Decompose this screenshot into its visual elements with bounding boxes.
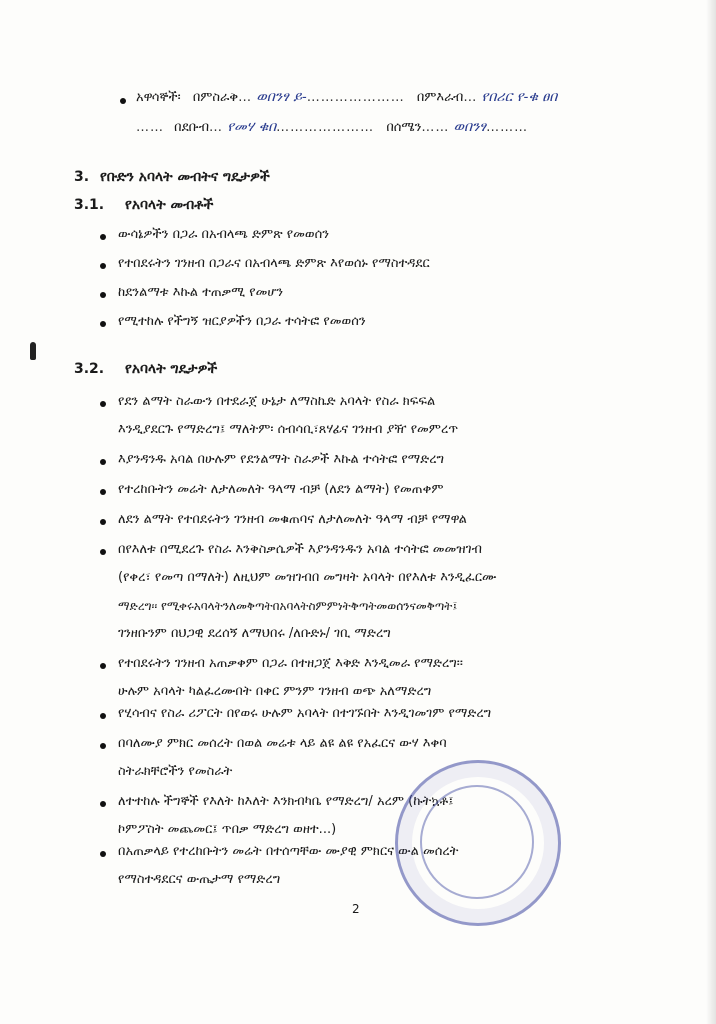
- page-number: 2: [352, 902, 360, 916]
- page-edge-shadow: [706, 0, 716, 1024]
- east-label: በምስራቅ: [192, 90, 239, 105]
- bullet-icon: [100, 401, 106, 407]
- list-item-line: ለደን ልማት የተበደሩትን ገንዘብ መቁጠባና ለታለመለት ዓላማ ብቻ የማዋል: [118, 512, 467, 527]
- bullet-icon: [100, 519, 106, 525]
- list-item: ከደንልማቱ እኩል ተጠቃሚ የመሆን: [118, 285, 284, 300]
- north-value: ወበንፃ: [453, 119, 487, 135]
- bullet-icon: [100, 801, 106, 807]
- list-item-line: እያንዳንዱ አባል በሁሉም የደንልማት ስራዎች እኩል ተሳትፎ የማድረግ: [118, 452, 445, 467]
- boundary-line-1: አዋሳኞች፡ በምስራቅ… ወበንፃ ይ-………………… በምእራብ… የበሪር የ-ቁ ፀበ: [136, 89, 558, 105]
- east-value: ወበንፃ ይ-: [256, 89, 307, 105]
- list-item: የሚተከሉ የችግኝ ዝርያዎችን በጋራ ተሳትፎ የመወሰን: [118, 314, 366, 329]
- list-item-line: በየእለቱ በሚደረጉ የስራ እንቅስቃሴዎች እያንዳንዱን አባል ተሳትፎ መመዝገብ: [118, 542, 482, 557]
- list-item-line: የማስተዳደርና ውጤታማ የማድረግ: [118, 872, 281, 887]
- bullet-icon: [100, 263, 106, 269]
- south-value: የመሃ ቁበ: [227, 119, 277, 135]
- list-item-line: የሂሳብና የስራ ሪፖርት በየወሩ ሁሉም አባላት በተገኙበት እንዲገመገም የማድረግ: [118, 706, 492, 721]
- section-3-2-heading: [74, 360, 217, 378]
- bullet-icon: [100, 489, 106, 495]
- bullet-icon: [120, 98, 126, 104]
- list-item-line: ማድረግ፡፡ የሚቀሩአባላትንለመቅጣትበአባላትስምምነትቅጣትመወሰንናመቅጣት፤: [118, 599, 458, 613]
- list-item: ውሳኔዎችን በጋራ በአብላጫ ድምጽ የመወሰን: [118, 227, 330, 242]
- list-item-line: በባለሙያ ምክር መሰረት በወል መሬቱ ላይ ልዩ ልዩ የአፈርና ውሃ እቀባ: [118, 736, 447, 751]
- section-title: የአባላት መብቶች: [125, 197, 214, 213]
- list-item-line: የተበደሩትን ገንዘብ አጠቃቀም በጋራ በተዘጋጀ እቅድ እንዲመራ የማድረግ፡፡: [118, 656, 463, 671]
- bullet-icon: [100, 713, 106, 719]
- bullet-icon: [100, 234, 106, 240]
- section-title: የቡድን አባላት መብትና ግዴታዎች: [99, 169, 270, 185]
- section-title: የአባላት ግዴታዎች: [125, 361, 218, 377]
- bullet-icon: [100, 851, 106, 857]
- list-item-line: ኮምፖስት መጨመር፤ ጥበቃ ማድረግ ወዘተ...): [118, 822, 337, 837]
- bullet-icon: [100, 292, 106, 298]
- list-item-line: የደን ልማት ስራውን በተደራጀ ሁኔታ ለማስኬድ አባላት የስራ ክፍፍል: [118, 394, 436, 409]
- section-number: 3.: [74, 169, 90, 185]
- list-item-line: እንዲያደርጉ የማድረግ፤ ማለትም፡ ሰብሳቢ፣ጸሃፊና ገንዘብ ያዥ የመምረጥ: [118, 422, 459, 437]
- west-value: የበሪር የ-ቁ ፀበ: [481, 89, 558, 105]
- list-item-line: ስትራክቸሮችን የመስራት: [118, 764, 233, 779]
- list-item-line: ሁሉም አባላት ካልፈረሙበት በቀር ምንም ገንዘብ ወጭ አለማድረግ: [118, 684, 432, 699]
- section-3-1-heading: [74, 196, 213, 214]
- north-label: በሰሜን: [386, 120, 422, 135]
- stamp-inner-ring: [420, 785, 534, 899]
- bullet-icon: [100, 459, 106, 465]
- list-item-line: (የቀረ፣ የመጣ በማለት) ለዚህም መዝገብበ መግዛት አባላት በየእለቱ እንዲፈርሙ: [118, 570, 497, 585]
- bullet-icon: [100, 663, 106, 669]
- west-label: በምእራብ: [416, 90, 464, 105]
- section-number: 3.1.: [74, 197, 105, 213]
- list-item-line: የተረከቡትን መሬት ለታለመለት ዓላማ ብቻ (ለደን ልማት) የመጠቀም: [118, 482, 444, 497]
- bullet-icon: [100, 321, 106, 327]
- members-label: አዋሳኞች፡: [136, 90, 181, 105]
- south-label: በደቡብ: [174, 120, 210, 135]
- bullet-icon: [100, 743, 106, 749]
- official-stamp-icon: [395, 760, 561, 926]
- list-item-line: ገንዘቡንም በህጋዊ ደረሰኝ ለማህበሩ /ለቡድኑ/ ገቢ ማድረግ: [118, 626, 391, 641]
- section-3-heading: [74, 168, 270, 186]
- section-number: 3.2.: [74, 361, 105, 377]
- boundary-line-2: …… በደቡብ… የመሃ ቁበ………………… በሰሜን…… ወበንፃ………: [136, 119, 529, 135]
- ink-mark: [30, 342, 36, 360]
- bullet-icon: [100, 549, 106, 555]
- list-item-line: በአጠቃላይ የተረከቡትን መሬት በተሰጣቸው ሙያዊ ምክርና ውል መሰረት: [118, 844, 459, 859]
- list-item-line: ለተተከሉ ችግኞች የእለት ከእለት እንክብካቤ የማድረግ/ አረም (ኩትኳቶ፤: [118, 794, 454, 809]
- list-item: የተበደሩትን ገንዘብ በጋራና በአብላጫ ድምጽ እየወሰኑ የማስተዳደር: [118, 256, 430, 271]
